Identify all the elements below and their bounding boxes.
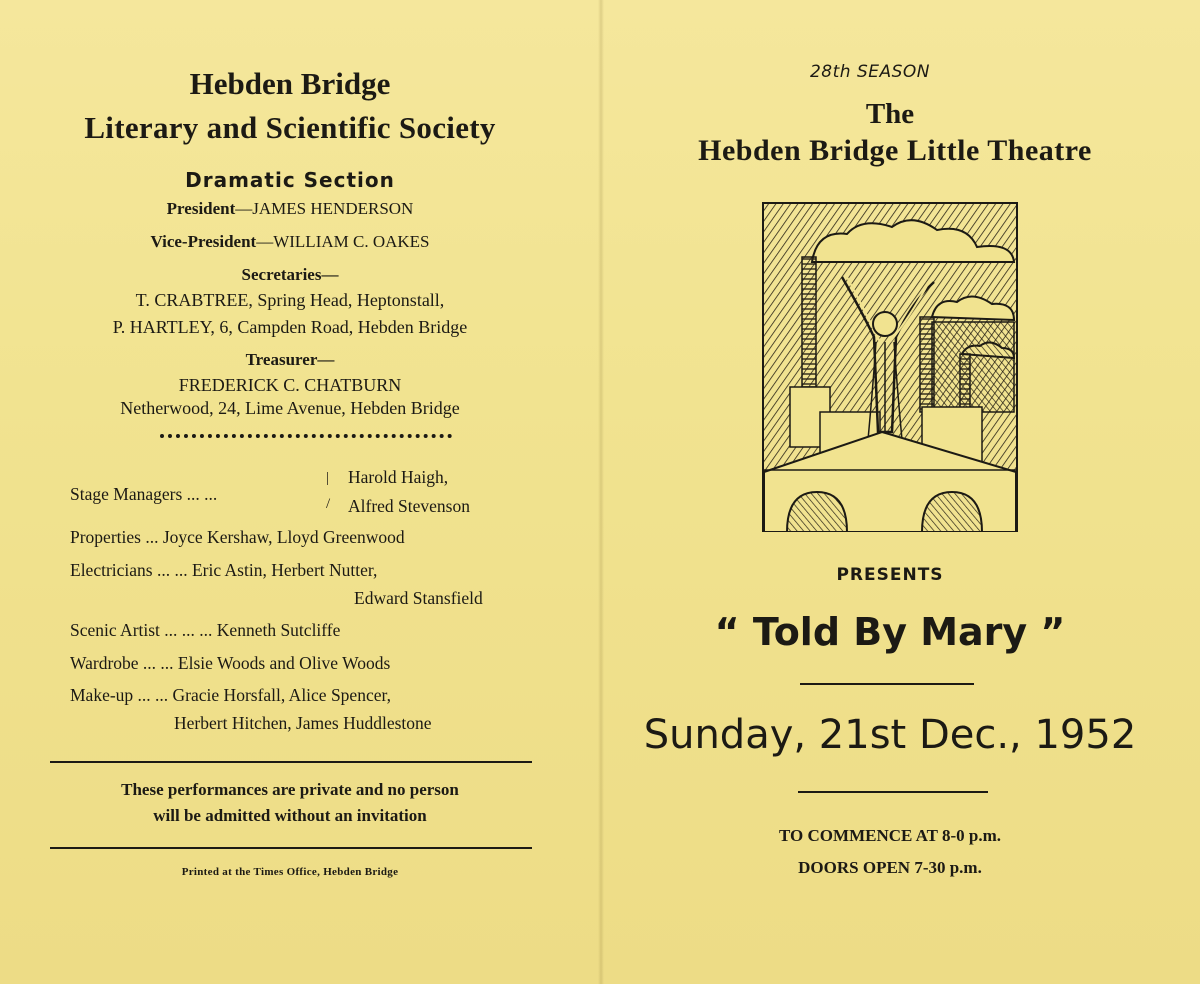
title-rule (800, 683, 974, 685)
date-rule (798, 791, 988, 793)
performance-date: Sunday, 21st Dec., 1952 (643, 712, 1137, 758)
treasurer-name: FREDERICK C. CHATBURN (178, 375, 402, 395)
presents-label: PRESENTS (836, 565, 944, 585)
wardrobe-line: Wardrobe ... ... Elsie Woods and Olive Woods (70, 653, 391, 673)
electricians-line: Electricians ... ... Eric Astin, Herbert Nutter, (70, 560, 378, 580)
vice-president-label: Vice-President (150, 232, 257, 251)
stage-managers-label: Stage Managers ... ... (70, 484, 218, 504)
makeup-line: Make-up ... ... Gracie Horsfall, Alice Spencer, (70, 685, 391, 705)
theatre-the: The (865, 98, 915, 130)
electricians-line2: Edward Stansfield (354, 588, 483, 608)
treasurer-heading: Treasurer— (245, 350, 335, 369)
stage-manager-2: Alfred Stevenson (348, 496, 470, 516)
president-name: —JAMES HENDERSON (235, 199, 414, 218)
society-title-line2: Literary and Scientific Society (84, 110, 496, 145)
dotted-divider (160, 434, 452, 438)
president-label: President (166, 199, 236, 218)
vice-president-line (40, 232, 540, 252)
stage-manager-1: Harold Haigh, (348, 467, 449, 487)
printer-credit: Printed at the Times Office, Hebden Bridge (181, 866, 399, 878)
notice-line2: will be admitted without an invitation (153, 806, 427, 825)
rule-top (50, 761, 532, 763)
secretaries-heading: Secretaries— (241, 265, 339, 284)
theatre-name: Hebden Bridge Little Theatre (698, 134, 1092, 167)
doors-time: DOORS OPEN 7-30 p.m. (798, 858, 982, 877)
play-title: “ Told By Mary ” (714, 610, 1066, 654)
secretary-1: T. CRABTREE, Spring Head, Heptonstall, (135, 290, 445, 310)
section-heading: Dramatic Section (185, 168, 395, 192)
scenic-artist-line: Scenic Artist ... ... ... Kenneth Sutcliffe (70, 620, 341, 640)
treasurer-address: Netherwood, 24, Lime Avenue, Hebden Bridge (120, 398, 460, 418)
rule-bottom (50, 847, 532, 849)
commence-time: TO COMMENCE AT 8-0 p.m. (779, 826, 1001, 845)
president-line (40, 199, 540, 219)
season-label: 28th SEASON (809, 62, 931, 82)
brace-top: | (326, 470, 330, 486)
woodcut-illustration (762, 202, 1018, 532)
vice-president-name: —WILLIAM C. OAKES (256, 232, 430, 251)
centre-fold (598, 0, 604, 984)
society-title-line1: Hebden Bridge (189, 66, 391, 101)
makeup-line2: Herbert Hitchen, James Huddlestone (174, 713, 432, 733)
notice-line1: These performances are private and no person (121, 780, 459, 799)
properties-line: Properties ... Joyce Kershaw, Lloyd Greenwood (70, 527, 405, 547)
brace-bottom: / (326, 496, 331, 512)
secretary-2: P. HARTLEY, 6, Campden Road, Hebden Bridge (112, 317, 468, 337)
